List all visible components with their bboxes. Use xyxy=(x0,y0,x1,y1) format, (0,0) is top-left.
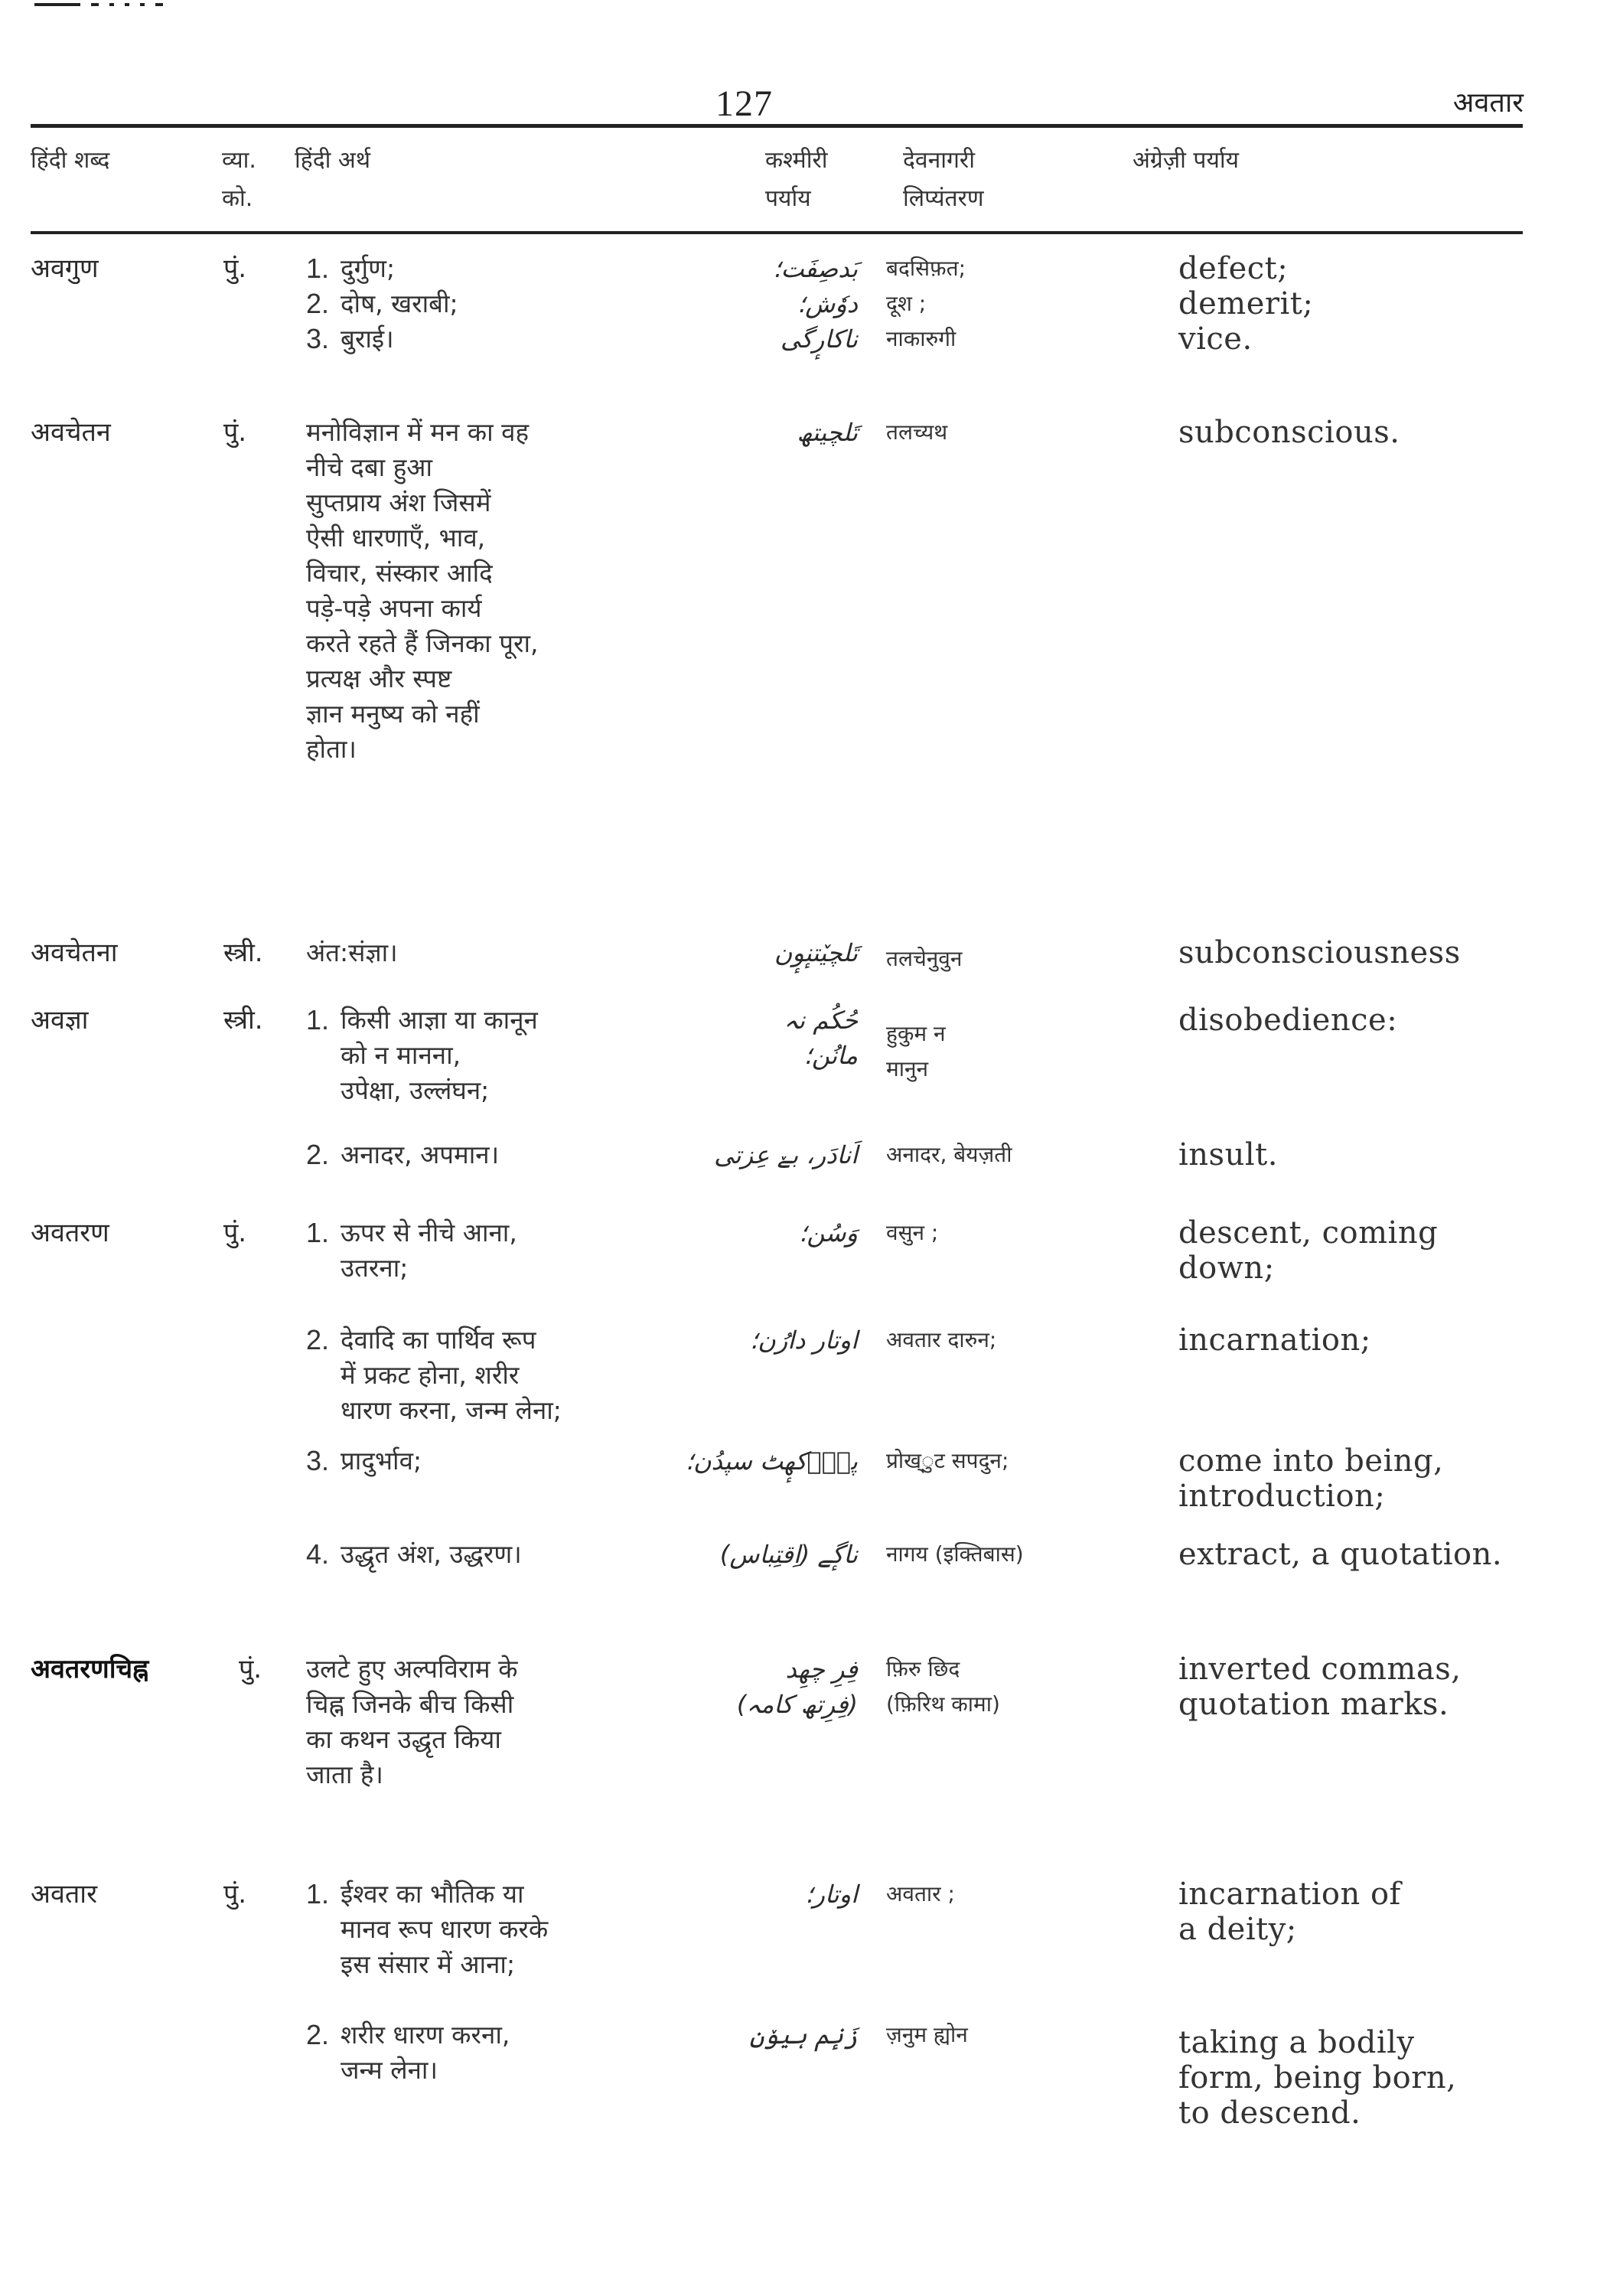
devanagari-transliteration: नागय (इक्तिबास) xyxy=(886,1541,1024,1567)
grammar-label: पुं. xyxy=(223,253,247,284)
devanagari-transliteration: हुकुम न मानुन xyxy=(886,1021,946,1081)
hindi-meaning: देवादि का पार्थिव रूप में प्रकट होना, शरीर धारण करना, जन्म लेना; xyxy=(341,1325,562,1425)
hindi-meaning: दुर्गुण; xyxy=(341,253,396,283)
english-equivalent: extract, a quotation. xyxy=(1178,1537,1503,1572)
headword: अवचेतना xyxy=(31,938,118,968)
scan-artifact-marks xyxy=(34,3,163,6)
headword: अवगुण xyxy=(31,253,99,284)
kashmiri-equivalent: ناگٕے (اِقتِباس) xyxy=(719,1540,858,1569)
english-equivalent: inverted commas, quotation marks. xyxy=(1178,1652,1462,1722)
kashmiri-equivalent: اوتار؛ xyxy=(805,1880,858,1909)
english-equivalent: insult. xyxy=(1178,1137,1278,1172)
devanagari-transliteration: वसुन ; xyxy=(886,1220,939,1245)
devanagari-transliteration: बदसिफ़त; xyxy=(886,256,966,281)
english-equivalent: incarnation; xyxy=(1178,1322,1371,1358)
sense-number: 4. xyxy=(306,1538,330,1570)
english-equivalent: subconscious. xyxy=(1178,415,1400,450)
grammar-label: पुं. xyxy=(223,1218,247,1248)
hindi-meaning: शरीर धारण करना, जन्म लेना। xyxy=(341,2020,510,2085)
column-header-devanagari: देवनागरी लिप्यंतरण xyxy=(903,147,984,212)
headword: अवतरण xyxy=(31,1218,109,1248)
sense-number: 1. xyxy=(306,1004,330,1035)
page-number: 127 xyxy=(715,83,773,124)
english-equivalent: subconsciousness xyxy=(1178,935,1461,970)
hindi-meaning: उलटे हुए अल्पविराम के चिह्न जिनके बीच किसी का कथन उद्धृत किया जाता है। xyxy=(306,1654,518,1789)
headword: अवतार xyxy=(31,1879,97,1910)
kashmiri-equivalent: وَسُن؛ xyxy=(799,1218,858,1247)
english-equivalent: taking a bodily form, being born, to descend. xyxy=(1178,2025,1457,2131)
devanagari-transliteration: फ़िरु छिद (फ़िरिथ कामा) xyxy=(886,1656,1000,1717)
hindi-meaning: उद्धृत अंश, उद्धरण। xyxy=(341,1539,522,1569)
kashmiri-equivalent: حُکُم نہ مانُن؛ xyxy=(784,1006,858,1070)
grammar-label: स्त्री. xyxy=(223,1005,263,1035)
devanagari-transliteration: नाकारुगी xyxy=(886,326,957,351)
hindi-meaning: मनोविज्ञान में मन का वह नीचे दबा हुआ सुप्तप्राय अंश जिसमें ऐसी धारणाएँ, भाव, विचार, संस्कार आदि पड़े-पड़े अपना कार्य करते रहते हैं जिनका पूरा, प्रत्यक्ष और स्पष्ट ज्ञान मनुष्य को नहीं होता। xyxy=(306,417,539,764)
headword: अवचेतन xyxy=(31,417,111,448)
column-header-hindi-meaning: हिंदी अर्थ xyxy=(295,147,371,174)
devanagari-transliteration: ज़नुम ह्योन xyxy=(886,2022,968,2047)
running-head: अवतार xyxy=(1452,87,1524,119)
sense-number: 1. xyxy=(306,1878,330,1910)
sense-number: 2. xyxy=(306,1139,330,1170)
sense-number: 3. xyxy=(306,323,330,354)
grammar-label: पुं. xyxy=(223,1879,247,1910)
grammar-label: पुं. xyxy=(223,417,247,448)
english-equivalent: descent, coming down; xyxy=(1178,1215,1439,1286)
devanagari-transliteration: तलचेनुवुन xyxy=(886,946,963,971)
kashmiri-equivalent: تَلچیتھ xyxy=(797,418,858,447)
hindi-meaning: अंत:संज्ञा। xyxy=(306,938,398,967)
header-rule-bottom xyxy=(31,231,1523,234)
kashmiri-equivalent: دوٗش؛ xyxy=(797,289,858,318)
sense-number: 2. xyxy=(306,288,330,319)
english-equivalent: demerit; xyxy=(1178,286,1314,321)
kashmiri-equivalent: پرٛۄکھٕٹ سپدُن؛ xyxy=(685,1446,858,1476)
kashmiri-equivalent: فِرِ چھِد (فِرِتھ کامہ) xyxy=(736,1655,858,1719)
headword: अवज्ञा xyxy=(31,1005,89,1035)
devanagari-transliteration: अवतार दारुन; xyxy=(886,1327,997,1352)
kashmiri-equivalent: بَدصِفَت؛ xyxy=(773,254,858,283)
kashmiri-equivalent: اَنادَر، بےٚ عِزتی xyxy=(714,1140,858,1169)
grammar-label: स्त्री. xyxy=(223,938,263,968)
sense-number: 2. xyxy=(306,1324,330,1355)
column-header-grammar: व्या. को. xyxy=(222,147,256,212)
grammar-label: पुं. xyxy=(239,1654,262,1684)
column-header-hindi-word: हिंदी शब्द xyxy=(31,147,110,174)
header-rule-top xyxy=(31,124,1523,128)
column-header-kashmiri: कश्मीरी पर्याय xyxy=(765,147,828,212)
english-equivalent: disobedience: xyxy=(1178,1003,1398,1038)
devanagari-transliteration: तलच्यथ xyxy=(886,419,948,445)
column-header-english: अंग्रेज़ी पर्याय xyxy=(1133,147,1240,174)
english-equivalent: vice. xyxy=(1178,321,1253,357)
hindi-meaning: किसी आज्ञा या कानून को न मानना, उपेक्षा, उल्लंघन; xyxy=(341,1005,538,1105)
kashmiri-equivalent: تَلچیٚتنٕوٕن xyxy=(774,938,858,967)
devanagari-transliteration: दूश ; xyxy=(886,291,927,316)
hindi-meaning: ऊपर से नीचे आना, उतरना; xyxy=(341,1218,517,1283)
hindi-meaning: दोष, खराबी; xyxy=(341,289,458,318)
hindi-meaning: प्रादुर्भाव; xyxy=(341,1446,422,1476)
devanagari-transliteration: अनादर, बेयज़ती xyxy=(886,1142,1012,1167)
headword: अवतरणचिह्न xyxy=(31,1654,149,1684)
english-equivalent: defect; xyxy=(1178,251,1289,286)
hindi-meaning: अनादर, अपमान। xyxy=(341,1140,500,1169)
sense-number: 1. xyxy=(306,253,330,284)
devanagari-transliteration: अवतार ; xyxy=(886,1881,955,1906)
hindi-meaning: ईश्वर का भौतिक या मानव रूप धारण करके इस संसार में आना; xyxy=(341,1879,549,1979)
kashmiri-equivalent: اوتار دارُن؛ xyxy=(750,1326,858,1355)
sense-number: 1. xyxy=(306,1217,330,1248)
sense-number: 3. xyxy=(306,1445,330,1476)
english-equivalent: come into being, introduction; xyxy=(1178,1443,1444,1514)
kashmiri-equivalent: ناکارٕگی xyxy=(781,325,858,354)
kashmiri-equivalent: زَنٕم ہیوٚن xyxy=(749,2020,858,2050)
english-equivalent: incarnation of a deity; xyxy=(1178,1877,1401,1947)
sense-number: 2. xyxy=(306,2019,330,2050)
hindi-meaning: बुराई। xyxy=(341,324,394,354)
devanagari-transliteration: प्रोख्ुट सपदुन; xyxy=(886,1448,1009,1473)
